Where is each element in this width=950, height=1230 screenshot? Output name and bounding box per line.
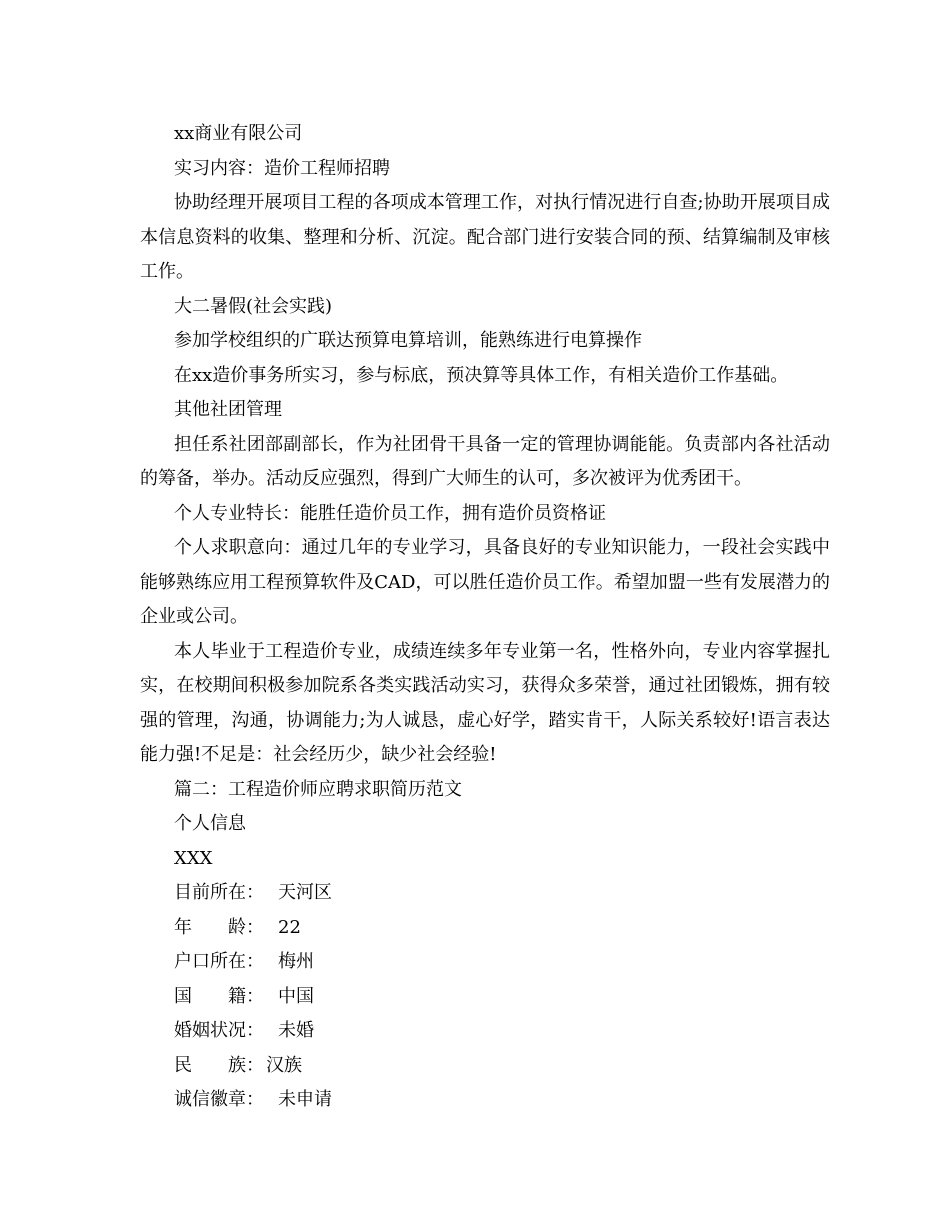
info-row-nationality — [174, 980, 830, 1015]
summer-practice-heading: 大二暑假(社会实践) — [174, 295, 333, 317]
info-row-integrity-badge — [174, 1083, 830, 1118]
person-name: XXX — [174, 847, 213, 869]
info-label: 国 籍： — [174, 985, 264, 1007]
info-label: 民 族： — [174, 1054, 264, 1076]
info-value: 未申请 — [278, 1089, 332, 1110]
info-label: 年 龄： — [174, 916, 264, 938]
info-value: 汉族 — [266, 1054, 302, 1076]
personal-info-heading: 个人信息 — [174, 813, 246, 834]
info-label: 婚姻状况： — [174, 1020, 264, 1041]
self-evaluation: 本人毕业于工程造价专业，成绩连续多年专业第一名，性格外向，专业内容掌握扎实，在校期间积极参加院系各类实践活动实习，获得众多荣誉，通过社团锻炼，拥有较强的管理，沟通，协调能力;为人诚恳，虚心好学，踏实肯干，人际关系较好!语言表达能力强!不足是：社会经历少，缺少社会经验! — [140, 640, 830, 765]
info-value: 中国 — [278, 985, 314, 1007]
info-value: 天河区 — [278, 882, 332, 903]
club-management-heading: 其他社团管理 — [174, 399, 282, 420]
info-value: 梅州 — [278, 951, 314, 972]
info-label: 目前所在： — [174, 882, 264, 903]
info-row-marital-status — [174, 1014, 830, 1049]
info-row-hukou — [174, 945, 830, 980]
info-row-age — [174, 911, 830, 946]
info-row-ethnicity — [174, 1049, 830, 1084]
club-management-paragraph: 担任系社团部副部长，作为社团骨干具备一定的管理协调能能。负责部内各社活动的筹备，举办。活动反应强烈，得到广大师生的认可，多次被评为优秀团干。 — [140, 433, 830, 489]
internship-content: 实习内容：造价工程师招聘 — [174, 157, 390, 179]
job-intention: 个人求职意向：通过几年的专业学习，具备良好的专业知识能力，一段社会实践中能够熟练应用工程预算软件及CAD，可以胜任造价员工作。希望加盟一些有发展潜力的企业或公司。 — [140, 537, 830, 627]
info-label: 户口所在： — [174, 951, 264, 972]
document-body — [140, 117, 830, 1118]
section-two-title: 篇二：工程造价师应聘求职简历范文 — [174, 778, 462, 800]
info-label: 诚信徽章： — [174, 1089, 264, 1110]
internship-duties: 协助经理开展项目工程的各项成本管理工作，对执行情况进行自查;协助开展项目成本信息资料的收集、整理和分析、沉淀。配合部门进行安装合同的预、结算编制及审核工作。 — [140, 192, 830, 282]
info-value: 未婚 — [278, 1020, 314, 1041]
office-internship-paragraph: 在xx造价事务所实习，参与标底，预决算等具体工作，有相关造价工作基础。 — [174, 364, 789, 386]
professional-skills: 个人专业特长：能胜任造价员工作，拥有造价员资格证 — [174, 502, 606, 524]
info-row-location — [174, 876, 830, 911]
info-value: 22 — [278, 916, 301, 938]
training-paragraph: 参加学校组织的广联达预算电算培训，能熟练进行电算操作 — [174, 330, 642, 351]
company-name: xx商业有限公司 — [174, 123, 303, 144]
